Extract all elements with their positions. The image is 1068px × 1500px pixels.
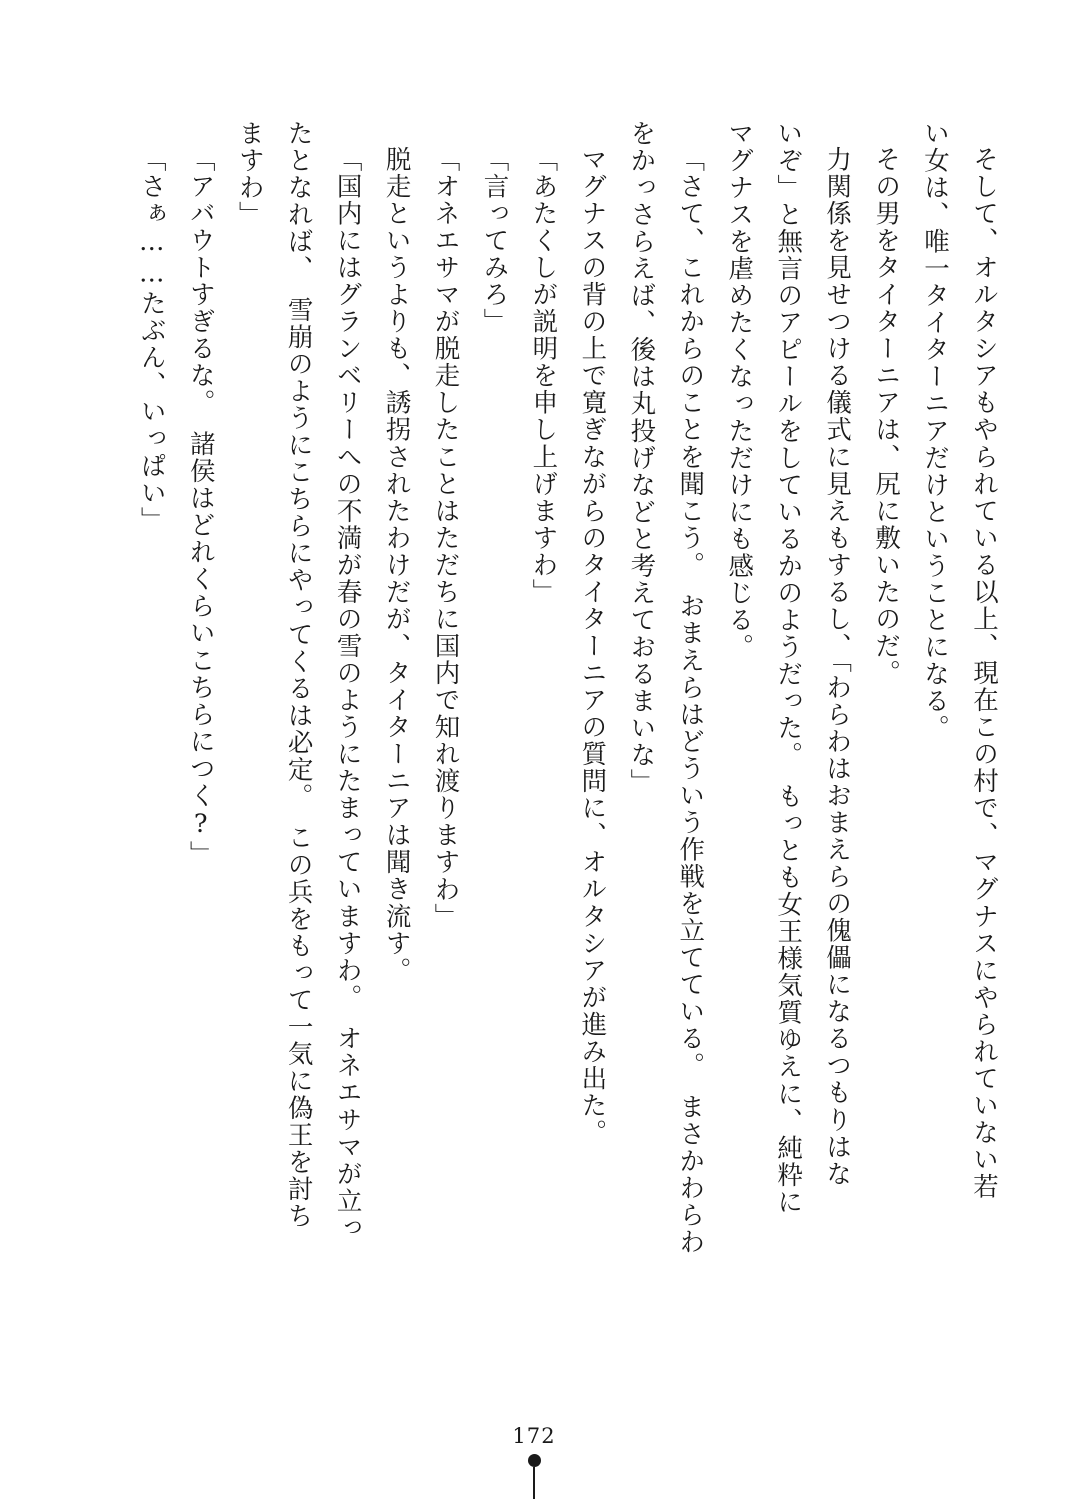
text-line: マグナスの背の上で寛ぎながらのタイターニアの質問に、オルタシアが進み出た。 (577, 145, 608, 1146)
text-line: マグナスを虐めたくなっただけにも感じる。 (724, 120, 755, 661)
text-line-with-ruby: いぞ」と無言のアピールをしているかのようだった。 もっとも女王様気質ゆえに、純粋に (773, 120, 804, 1216)
text-line: 脱走というよりも、誘拐されたわけだが、タイターニアは聞き流す。 (381, 145, 412, 984)
text-line: その男をタイターニアは、尻に敷いたのだ。 (871, 145, 902, 687)
text-line: 「あたくしが説明を申し上げますわ」 (528, 145, 559, 606)
text-line: 力関係を見せつける儀式に見えもするし、「わらわはおまえらの傀儡になるつもりはな (822, 145, 853, 1187)
footer-ornament-icon (527, 1454, 541, 1500)
text-line: 「言ってみろ」 (479, 145, 510, 335)
text-line: 「オネエサマが脱走したことはただちに国内で知れ渡りますわ」 (430, 145, 461, 930)
text-line: い女は、唯一タイターニアだけということになる。 (920, 120, 951, 742)
text-line: そして、オルタシアもやられている以上、現在この村で、マグナスにやられていない若 (969, 145, 999, 1200)
text-line: 「さて、これからのことを聞こう。 おまえらはどういう作戦を立てている。 まさかわらわ (675, 145, 706, 1256)
text-line: 「さぁ……たぶん、いっぱい」 (136, 145, 167, 533)
text-line: 「アバウトすぎるな。 諸侯はどれくらいこちらにつく?」 (185, 145, 216, 868)
text-line: 「国内にはグランベリーへの不満が春の雪のようにたまっていますわ。 オネエサマが立っ (332, 145, 363, 1241)
text-line: ますわ」 (234, 120, 265, 229)
page-number: 172 (512, 1424, 556, 1448)
text-line: をかっさらえば、後は丸投げなどと考えておるまいな」 (626, 120, 657, 796)
page-body-text (128, 120, 1008, 1350)
text-line: たとなれば、 雪崩のようにこちらにやってくるは必定。 この兵をもって一気に偽王を討ち (283, 120, 314, 1230)
